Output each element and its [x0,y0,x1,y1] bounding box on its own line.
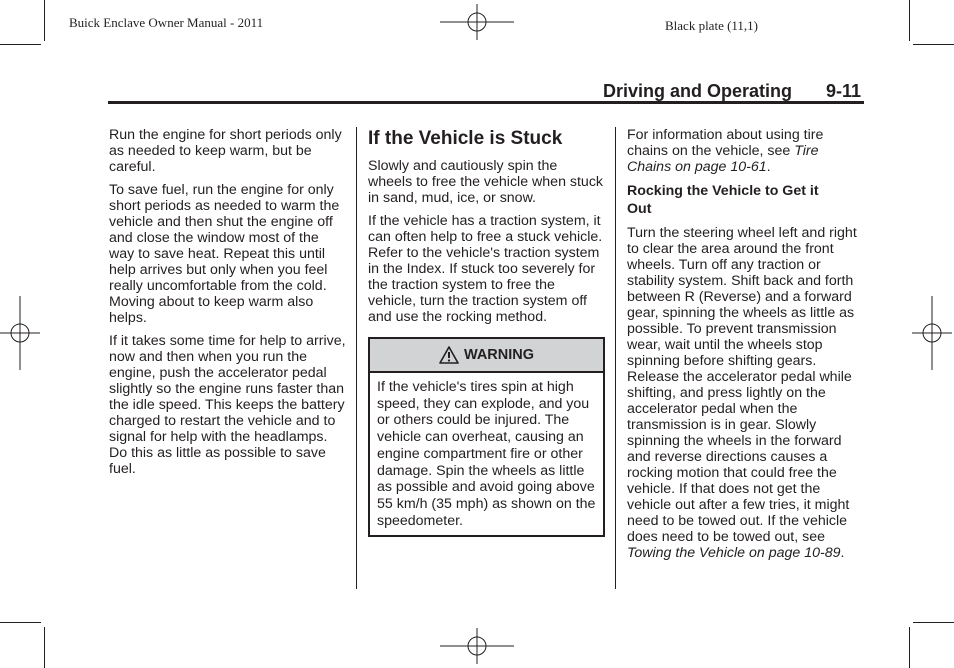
paragraph-text: Turn the steering wheel left and right to clear the area around the front wheels. Turn off any traction or stability system. Shift back and forth between R (Reverse) and a forward gear, spinning the wheels as little as possible. To prevent transmission wear, wait until the wheels stop spinning before shifting gears. Release the accelerator pedal while shifting, and press lightly on the accelerator pedal when the transmission is in gear. Slowly spinning the wheels in the forward and reverse directions causes a rocking motion that could free the vehicle. If that does not get the vehicle out after a few tries, it might need to be towed out. If the vehicle does need to be towed out, see [627,225,857,545]
crop-mark [909,0,910,41]
column-1 [109,127,347,484]
crop-mark [0,44,41,45]
subheading: Rocking the Vehicle to Get it Out [627,183,819,217]
paragraph-text: For information about using tire chains on the vehicle, see [627,127,824,159]
warning-text: If the vehicle's tires spin at high speed, they can explode, and you or others could be injured. The vehicle can overheat, causing an engine compartment fire or other damage. Spin the wheels as little as possible and avoid going above 55 km/h (35 mph) as shown on the speedometer. [377,379,596,529]
crop-mark [44,0,45,41]
running-head-right: Black plate (11,1) [665,18,759,33]
paragraph: If the vehicle has a traction system, it can often help to free a stuck vehicle. Refer to the vehicle's traction system in the Index. If stuck too severely for the traction system to free the vehicle, turn the traction system off and use the rocking method. [368,213,603,325]
section-heading: If the Vehicle is Stuck [368,128,563,149]
crop-mark [0,622,41,623]
paragraph [627,225,865,561]
section-title: Driving and Operating [603,81,793,101]
column-divider [615,127,616,589]
crop-mark [909,627,910,668]
column-3 [627,127,865,568]
crop-mark [44,627,45,668]
paragraph: Run the engine for short periods only as needed to keep warm, but be careful. [109,127,342,175]
crop-mark [913,622,954,623]
warning-triangle-icon [439,346,459,364]
paragraph-end: . [840,545,845,561]
header-rule [108,101,864,104]
cross-reference-link[interactable]: Towing the Vehicle on page 10-89 [627,545,841,561]
warning-box [368,337,605,537]
paragraph: Slowly and cautiously spin the wheels to free the vehicle when stuck in sand, mud, ice, or snow. [368,158,604,206]
registration-mark-icon [440,628,514,664]
paragraph-end: . [766,159,771,175]
running-head-left: Buick Enclave Owner Manual - 2011 [69,15,264,30]
paragraph: To save fuel, run the engine for only short periods as needed to warm the vehicle and then shut the engine off and close the window most of the way to save heat. Repeat this until help arrives but only when you feel really uncomfortable from the cold. Moving about to keep warm also helps. [109,182,340,326]
registration-mark-icon [440,4,514,40]
registration-mark-icon [0,296,40,370]
registration-mark-icon [912,296,952,370]
warning-label: WARNING [463,347,535,363]
column-divider [356,127,357,589]
crop-mark [913,44,954,45]
page-number: 9-11 [826,81,862,101]
warning-header [370,339,603,373]
paragraph [627,127,865,175]
paragraph: If it takes some time for help to arrive, now and then when you run the engine, push the accelerator pedal slightly so the engine runs faster than the idle speed. This keeps the battery charged to restart the vehicle and to signal for help with the headlamps. Do this as little as possible to save fuel. [109,333,346,477]
cross-reference-link[interactable]: Tire Chains on page 10-61 [627,143,819,175]
column-2 [368,128,605,537]
